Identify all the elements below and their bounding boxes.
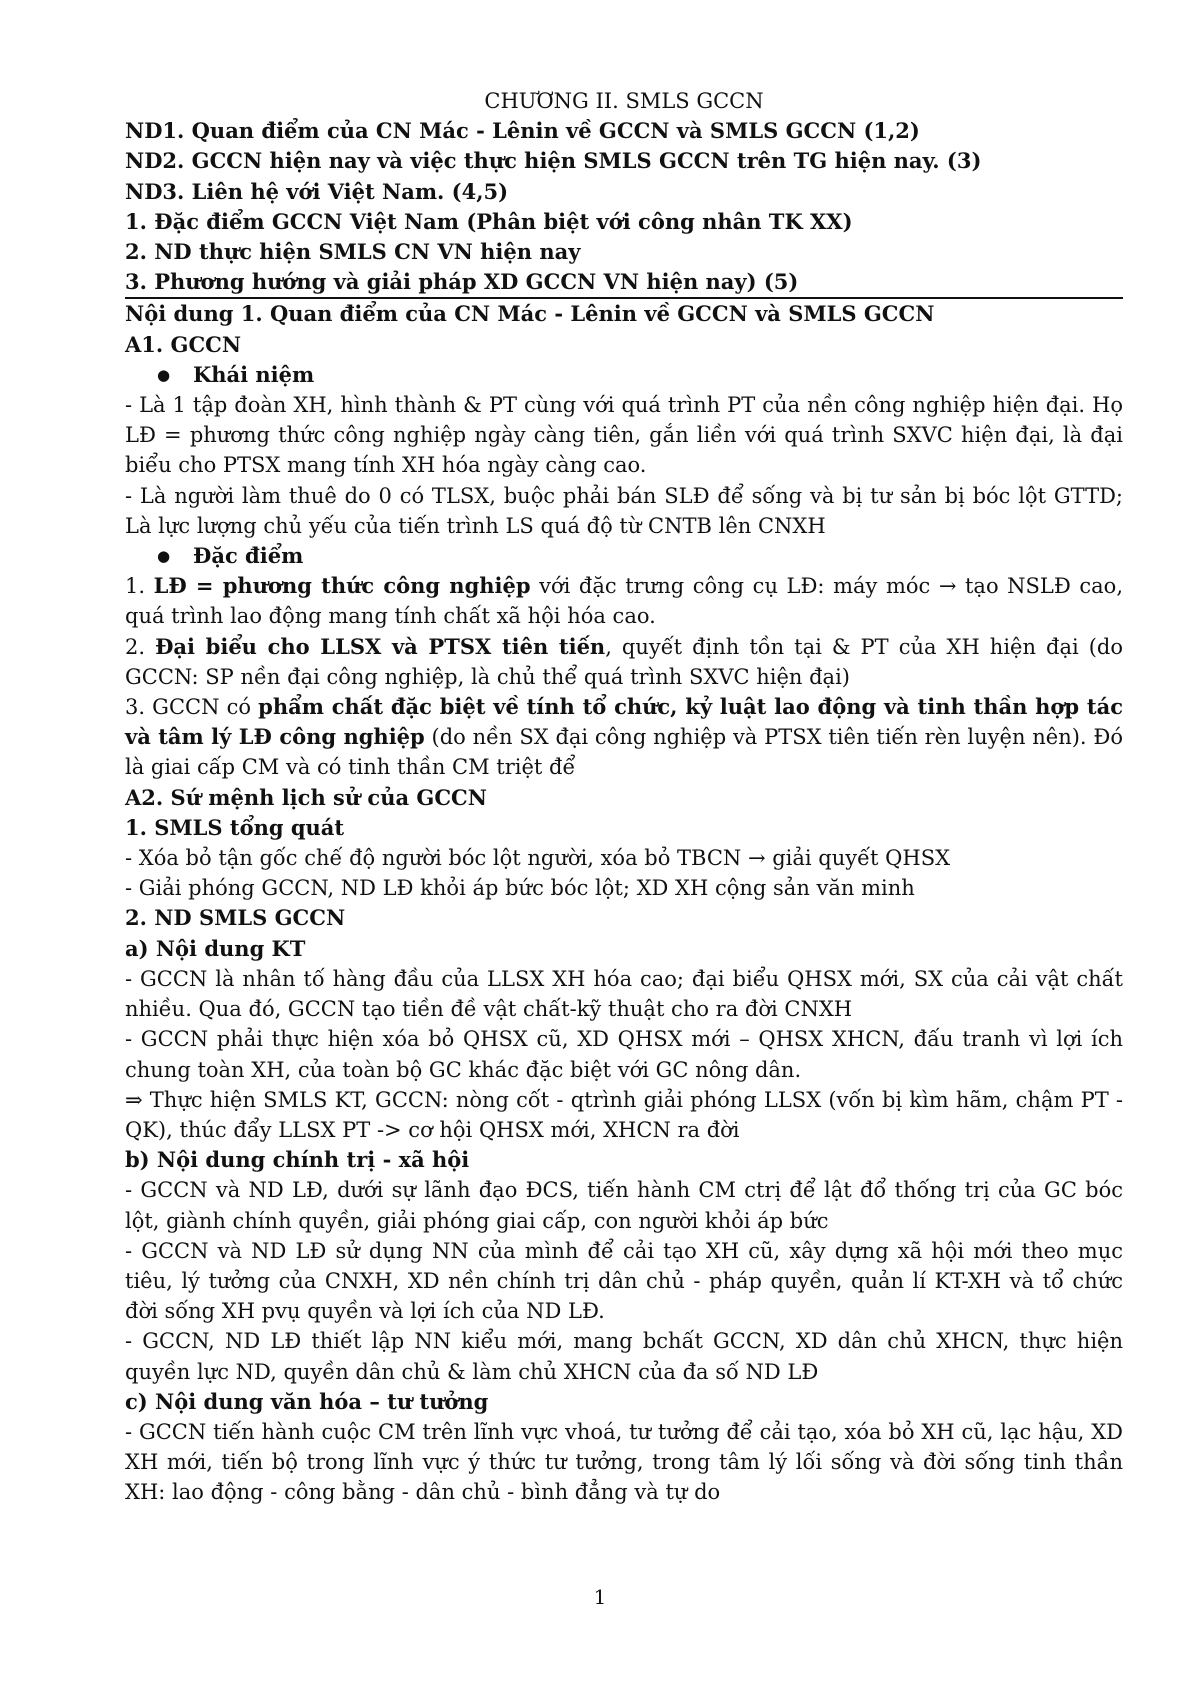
paragraph: ⇒ Thực hiện SMLS KT, GCCN: nòng cốt - qtrình giải phóng LLSX (vốn bị kìm hãm, chậm PT - QK), thúc đẩy LLSX PT -> cơ hội QHSX mới, XHCN ra đời [125, 1087, 1123, 1142]
toc-item: ND1. Quan điểm của CN Mác - Lênin về GCCN và SMLS GCCN (1,2) [125, 118, 920, 144]
document-body [125, 86, 1123, 1508]
text-run: 1. [125, 574, 154, 599]
bold-run: phẩm chất đặc biệt về tính tổ chức, kỷ luật lao động và tinh thần hợp tác và tâm lý LĐ công nghiệp [125, 694, 1123, 750]
toc-item: ND2. GCCN hiện nay và việc thực hiện SMLS GCCN trên TG hiện nay. (3) [125, 148, 982, 174]
paragraph: - GCCN và ND LĐ sử dụng NN của mình để cải tạo XH cũ, xây dựng xã hội mới theo mục tiêu, lý tưởng của CNXH, XD nền chính trị dân chủ - pháp quyền, quản lí KT-XH và tổ chức đời sống XH pvụ quyền và lợi ích của ND LĐ. [125, 1238, 1123, 1324]
paragraph: - GCCN tiến hành cuộc CM trên lĩnh vực vhoá, tư tưởng để cải tạo, xóa bỏ XH cũ, lạc hậu, XD XH mới, tiến bộ trong lĩnh vực ý thức tư tưởng, trong tâm lý lối sống và đời sống tinh thần XH: lao động - công bằng - dân chủ - bình đẳng và tự do [125, 1419, 1123, 1505]
bullet-heading [125, 541, 1123, 571]
bullet-label: Khái niệm [193, 361, 315, 387]
subsection-heading: c) Nội dung văn hóa – tư tưởng [125, 1388, 489, 1414]
subsection-heading: a) Nội dung KT [125, 935, 306, 961]
subsection-heading: 1. SMLS tổng quát [125, 814, 345, 840]
subsection-heading: 2. ND SMLS GCCN [125, 905, 346, 931]
page-number: 1 [593, 1585, 607, 1609]
paragraph [125, 692, 1123, 783]
paragraph: - Là 1 tập đoàn XH, hình thành & PT cùng với quá trình PT của nền công nghiệp hiện đại. Họ LĐ = phương thức công nghiệp ngày càng tiên, gắn liền với quá trình SXVC hiện đại, là đại biểu cho PTSX mang tính XH hóa ngày càng cao. [125, 393, 1123, 478]
paragraph [125, 571, 1123, 631]
bold-run: LĐ = phương thức công nghiệp [153, 573, 531, 599]
paragraph: - GCCN và ND LĐ, dưới sự lãnh đạo ĐCS, tiến hành CM ctrị để lật đổ thống trị của GC bóc lột, giành chính quyền, giải phóng giai cấp, con người khỏi áp bức [125, 1178, 1123, 1233]
bullet-icon: ● [157, 365, 171, 384]
text-run: 2. [125, 634, 156, 659]
section-heading: Nội dung 1. Quan điểm của CN Mác - Lênin về GCCN và SMLS GCCN [125, 301, 935, 327]
text-run: 3. GCCN có [125, 695, 259, 720]
bullet-label: Đặc điểm [193, 543, 304, 569]
toc-item: 3. Phương hướng và giải pháp XD GCCN VN hiện nay) (5) [125, 267, 1123, 299]
bullet-icon: ● [157, 547, 171, 566]
paragraph: - Là người làm thuê do 0 có TLSX, buộc phải bán SLĐ để sống và bị tư sản bị bóc lột GTTD; Là lực lượng chủ yếu của tiến trình LS quá độ từ CNTB lên CNXH [125, 483, 1123, 538]
toc-item: 1. Đặc điểm GCCN Việt Nam (Phân biệt với công nhân TK XX) [125, 208, 853, 234]
toc-item: 2. ND thực hiện SMLS CN VN hiện nay [125, 239, 581, 265]
paragraph: - Xóa bỏ tận gốc chế độ người bóc lột người, xóa bỏ TBCN → giải quyết QHSX [125, 846, 951, 871]
text-run: (do nền SX đại công nghiệp và PTSX tiên tiến rèn luyện nên). Đó là giai cấp CM và có tinh thần CM triệt để [125, 725, 1123, 780]
text-run: với đặc trưng công cụ LĐ: máy móc → tạo NSLĐ cao, quá trình lao động mang tính chất xã hội hóa cao. [125, 574, 1123, 629]
table-of-contents [125, 116, 1123, 299]
chapter-title: CHƯƠNG II. SMLS GCCN [484, 89, 764, 113]
paragraph: - GCCN phải thực hiện xóa bỏ QHSX cũ, XD QHSX mới – QHSX XHCN, đấu tranh vì lợi ích chung toàn XH, của toàn bộ GC khác đặc biệt với GC nông dân. [125, 1027, 1123, 1082]
paragraph: - Giải phóng GCCN, ND LĐ khỏi áp bức bóc lột; XD XH cộng sản văn minh [125, 876, 915, 901]
toc-item: ND3. Liên hệ với Việt Nam. (4,5) [125, 178, 509, 204]
text-run: , quyết định tồn tại & PT của XH hiện đại (do GCCN: SP nền đại công nghiệp, là chủ thể quá trình SXVC hiện đại) [125, 634, 1123, 689]
paragraph: - GCCN là nhân tố hàng đầu của LLSX XH hóa cao; đại biểu QHSX mới, SX của cải vật chất nhiều. Qua đó, GCCN tạo tiền đề vật chất-kỹ thuật cho ra đời CNXH [125, 966, 1123, 1022]
subsection-heading: A1. GCCN [125, 331, 242, 357]
paragraph [125, 632, 1123, 692]
subsection-heading: A2. Sứ mệnh lịch sử của GCCN [125, 784, 487, 810]
bold-run: Đại biểu cho LLSX và PTSX tiên tiến [155, 633, 606, 659]
bullet-heading [125, 360, 1123, 390]
subsection-heading: b) Nội dung chính trị - xã hội [125, 1147, 470, 1173]
paragraph: - GCCN, ND LĐ thiết lập NN kiểu mới, mang bchất GCCN, XD dân chủ XHCN, thực hiện quyền lực ND, quyền dân chủ & làm chủ XHCN của đa số ND LĐ [125, 1329, 1123, 1384]
